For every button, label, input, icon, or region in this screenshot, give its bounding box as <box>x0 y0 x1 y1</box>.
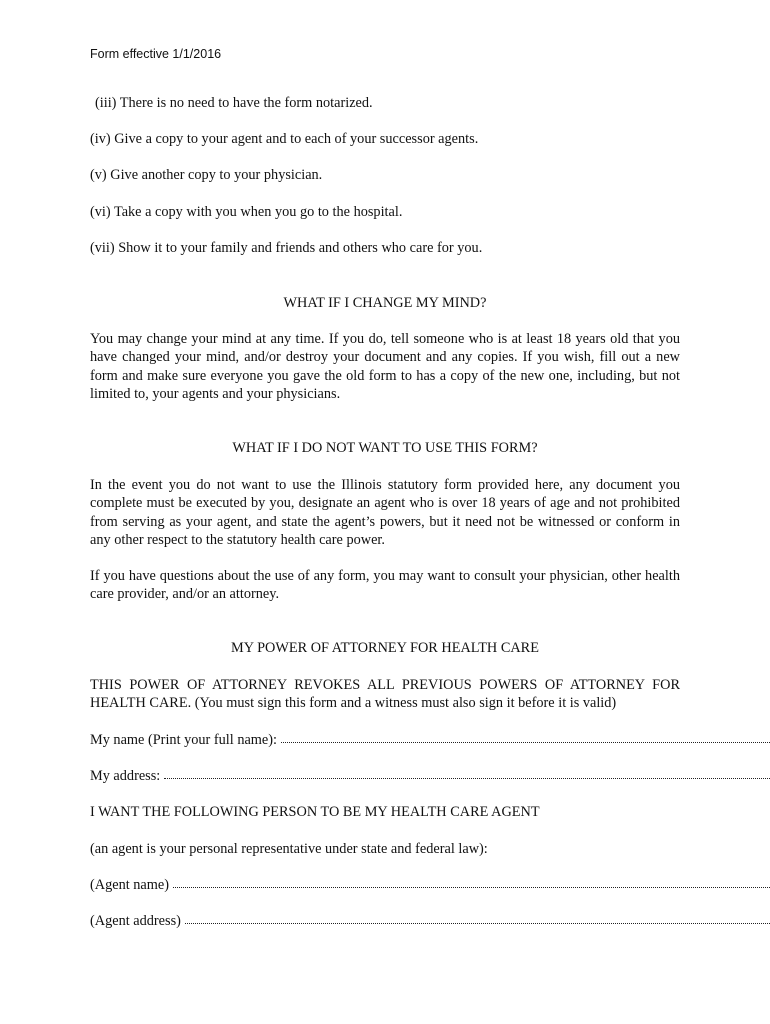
my-name-field[interactable] <box>90 731 770 749</box>
agent-address-line[interactable] <box>185 911 770 924</box>
change-mind-heading: WHAT IF I CHANGE MY MIND? <box>283 295 487 311</box>
not-use-form-heading: WHAT IF I DO NOT WANT TO USE THIS FORM? <box>232 440 538 456</box>
instruction-step-iii: (iii) There is no need to have the form notarized. <box>95 95 373 111</box>
poa-heading: MY POWER OF ATTORNEY FOR HEALTH CARE <box>231 640 539 656</box>
agent-name-label: (Agent name) <box>90 877 169 893</box>
my-name-line[interactable] <box>281 730 770 743</box>
my-address-line[interactable] <box>164 766 770 779</box>
agent-note: (an agent is your personal representative under state and federal law): <box>90 841 488 857</box>
instruction-step-vi: (vi) Take a copy with you when you go to the hospital. <box>90 204 403 220</box>
form-effective-date: Form effective 1/1/2016 <box>90 47 222 61</box>
instruction-step-v: (v) Give another copy to your physician. <box>90 167 323 183</box>
instruction-step-iv: (iv) Give a copy to your agent and to each of your successor agents. <box>90 131 479 147</box>
questions-paragraph: If you have questions about the use of any form, you may want to consult your physician, other health care provider, and/or an attorney. <box>90 568 680 603</box>
change-mind-paragraph: You may change your mind at any time. If you do, tell someone who is at least 18 years old that you have changed your mind, and/or destroy your document and any copies. If you wish, fill out a new form and make sure everyone you gave the old form to has a copy of the new one, including, but not limited to, your agents and your physicians. <box>90 331 680 402</box>
agent-name-line[interactable] <box>173 875 770 888</box>
agent-address-field[interactable] <box>90 912 770 930</box>
poa-revokes-statement: THIS POWER OF ATTORNEY REVOKES ALL PREVIOUS POWERS OF ATTORNEY FOR HEALTH CARE. (You must sign this form and a witness must also sign it before it is valid) <box>90 677 680 712</box>
my-name-label: My name (Print your full name): <box>90 732 278 748</box>
agent-name-field[interactable] <box>90 876 770 894</box>
not-use-form-paragraph: In the event you do not want to use the Illinois statutory form provided here, any document you complete must be executed by you, designate an agent who is over 18 years of age and not prohibited from serving as your agent, and state the agent’s powers, but it need not be witnessed or conform in any other respect to the statutory health care power. <box>90 477 680 548</box>
my-address-label: My address: <box>90 768 161 784</box>
agent-heading: I WANT THE FOLLOWING PERSON TO BE MY HEALTH CARE AGENT <box>90 804 540 820</box>
instruction-step-vii: (vii) Show it to your family and friends and others who care for you. <box>90 240 483 256</box>
my-address-field[interactable] <box>90 767 770 785</box>
agent-address-label: (Agent address) <box>90 913 181 929</box>
